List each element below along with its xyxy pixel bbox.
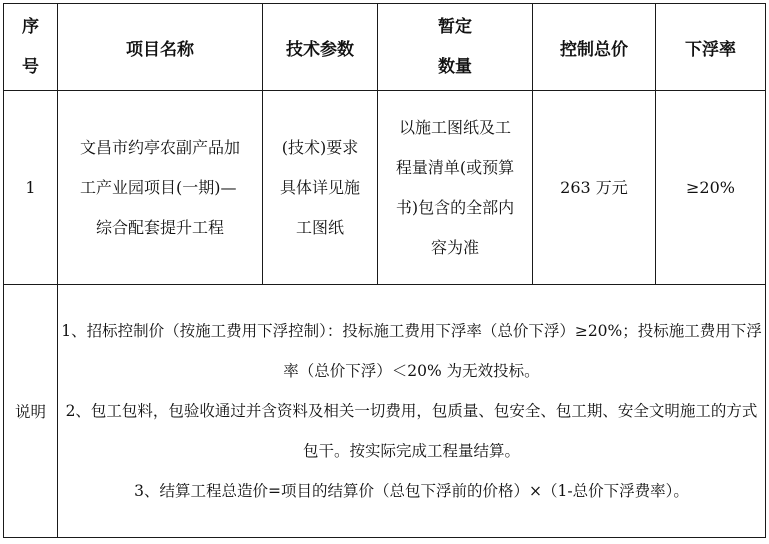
header-qty-line2: 数量 xyxy=(438,57,472,77)
qty-line: 容为准 xyxy=(430,237,479,257)
project-name-line: 综合配套提升工程 xyxy=(95,217,224,237)
header-discount-rate: 下浮率 xyxy=(656,4,766,91)
note-item: 3、结算工程总造价=项目的结算价（总包下浮前的价格）×（1-总价下浮费率）。 xyxy=(134,482,689,500)
row-control-price: 263 万元 xyxy=(533,91,656,285)
header-seq-line2: 号 xyxy=(22,57,39,77)
header-seq xyxy=(4,4,58,91)
qty-line: 以施工图纸及工 xyxy=(398,117,511,137)
bid-info-table xyxy=(3,3,766,538)
row-discount-rate: ≥20% xyxy=(656,91,766,285)
note-item: 1、招标控制价（按施工费用下浮控制）：投标施工费用下浮率（总价下浮）≥20%；投标施工费用下浮率（总价下浮）＜20% 为无效投标。 xyxy=(61,322,762,380)
header-control-price: 控制总价 xyxy=(533,4,656,91)
header-seq-line1: 序 xyxy=(22,17,39,37)
table-row xyxy=(4,91,766,285)
tech-line: 具体详见施 xyxy=(279,177,360,197)
project-name-line: 工产业园项目(一期)— xyxy=(79,177,237,197)
notes-label: 说明 xyxy=(4,285,58,538)
header-row xyxy=(4,4,766,91)
qty-line: 书)包含的全部内 xyxy=(395,197,515,217)
row-project-name xyxy=(58,91,263,285)
note-item: 2、包工包料，包验收通过并含资料及相关一切费用，包质量、包安全、包工期、安全文明施工的方式包干。按实际完成工程量结算。 xyxy=(65,402,758,460)
header-quantity xyxy=(378,4,533,91)
tech-line: (技术)要求 xyxy=(281,137,359,157)
header-qty-line1: 暂定 xyxy=(438,17,472,37)
header-project-name: 项目名称 xyxy=(58,4,263,91)
qty-line: 程量清单(或预算 xyxy=(395,157,515,177)
notes-content xyxy=(58,285,766,538)
row-seq: 1 xyxy=(4,91,58,285)
row-quantity xyxy=(378,91,533,285)
row-tech-params xyxy=(263,91,378,285)
tech-line: 工图纸 xyxy=(295,217,344,237)
project-name-line: 文昌市约亭农副产品加 xyxy=(79,137,240,157)
header-tech-params: 技术参数 xyxy=(263,4,378,91)
notes-row xyxy=(4,285,766,538)
